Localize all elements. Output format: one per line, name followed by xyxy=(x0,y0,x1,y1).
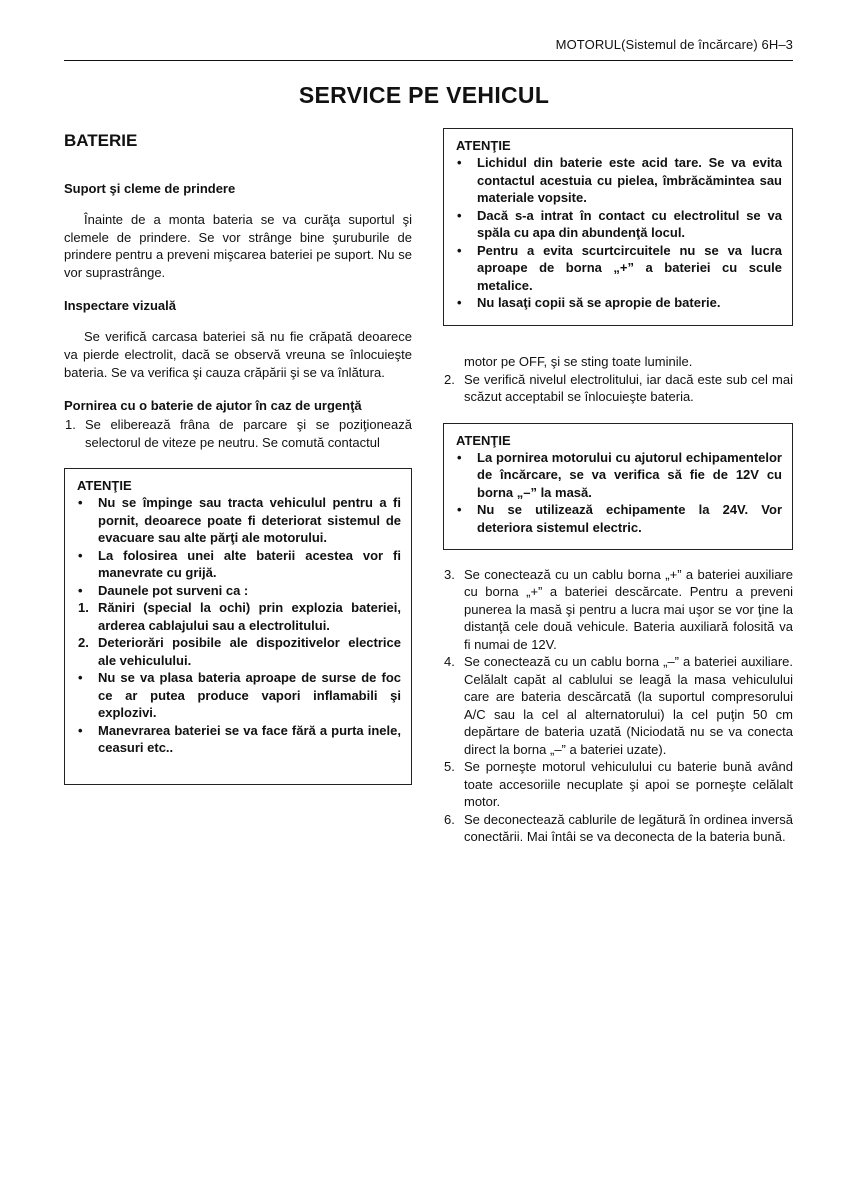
warning-list xyxy=(456,154,782,312)
step-5 xyxy=(443,758,793,811)
number-marker: 2. xyxy=(78,635,89,651)
warning-item xyxy=(456,242,782,295)
warning-item-text: La folosirea unei alte baterii acestea vor fi manevrate cu grijă. xyxy=(98,547,401,581)
step-number: 3. xyxy=(444,566,455,582)
paragraph-inspectare: Se verifică carcasa bateriei să nu fie crăpată deoarece va pierde electrolit, dacă se observă vreuna se înlocuieşte bateria. Se va verifica şi cauza crăpării şi se va înlătura. xyxy=(64,329,412,380)
warning-item-text: Nu se utilizează echipamente la 24V. Vor deteriora sistemul electric. xyxy=(477,502,782,535)
warning-item xyxy=(77,599,401,634)
bullet-marker: • xyxy=(457,155,462,170)
right-column xyxy=(443,128,793,846)
step-3 xyxy=(443,566,793,654)
page-title: SERVICE PE VEHICUL xyxy=(298,82,550,108)
bullet-marker: • xyxy=(78,670,83,686)
warning-item xyxy=(456,207,782,242)
step-text: Se conectează cu un cablu borna „+” a bateriei auxiliare cu borna „+” a bateriei descărcate. Pentru a preveni punerea la masă şi pentru a lucra mai uşor se vor ţine la distanţă cele două vehicule. Bateria auxiliară folosită va fi numai de 12V. xyxy=(464,566,793,652)
warning-item xyxy=(456,449,782,502)
step-1 xyxy=(64,416,412,451)
warning-item-text: Daunele pot surveni ca : xyxy=(98,582,249,598)
warning-item xyxy=(456,294,782,312)
warning-item xyxy=(77,494,401,547)
step-text: Se eliberează frâna de parcare şi se poziţionează selectorul de viteze pe neutru. Se comută contactul xyxy=(85,417,412,450)
warning-box-acid xyxy=(443,128,793,326)
warning-title: ATENŢIE xyxy=(456,432,511,448)
warning-item-text: Nu se va plasa bateria aproape de surse de foc ce ar putea produce vapori inflamabili şi explozivi. xyxy=(98,670,401,721)
bullet-marker: • xyxy=(78,582,83,598)
left-column xyxy=(64,128,412,785)
warning-item-text: Răniri (special la ochi) prin explozia bateriei, arderea cablajului sau a electrolitului. xyxy=(98,600,401,633)
warning-list xyxy=(77,494,401,757)
step-number: 2. xyxy=(444,371,455,387)
step-text: Se verifică nivelul electrolitului, iar dacă este sub cel mai scăzut acceptabil se înlocuieşte bateria. xyxy=(464,371,793,404)
step-6 xyxy=(443,811,793,846)
step-4 xyxy=(443,653,793,758)
warning-title: ATENŢIE xyxy=(456,138,511,153)
bullet-marker: • xyxy=(78,547,83,563)
subheading-inspectare: Inspectare vizuală xyxy=(64,298,176,314)
warning-box-pornire xyxy=(64,468,412,785)
bullet-marker: • xyxy=(457,207,462,223)
warning-title: ATENŢIE xyxy=(77,478,132,494)
step-1-continuation: motor pe OFF, şi se sting toate luminile. xyxy=(464,354,693,369)
step-number: 5. xyxy=(444,759,455,774)
warning-item-text: La pornirea motorului cu ajutorul echipamentelor de încărcare, se va verifica să fie de 12V cu borna „–” la masă. xyxy=(477,449,782,500)
warning-item xyxy=(77,582,401,600)
bullet-marker: • xyxy=(457,295,462,310)
page-header xyxy=(64,36,793,61)
step-number: 1. xyxy=(65,417,76,433)
bullet-marker: • xyxy=(457,449,462,465)
step-text: Se deconectează cablurile de legătură în ordinea inversă conectării. Mai întâi se va deconecta de la bateria bună. xyxy=(464,811,793,844)
warning-item-text: Manevrarea bateriei se va face fără a purta inele, ceasuri etc.. xyxy=(98,722,401,756)
warning-item-text: Deteriorări posibile ale dispozitivelor electrice ale vehiculului. xyxy=(98,635,401,668)
step-number: 4. xyxy=(444,654,455,669)
step-number: 6. xyxy=(444,811,455,827)
steps-list xyxy=(443,566,793,846)
subheading-pornire: Pornirea cu o baterie de ajutor în caz de urgenţă xyxy=(64,398,362,414)
warning-item-text: Dacă s-a intrat în contact cu electrolitul se va spăla cu apa din abundenţă locul. xyxy=(477,207,782,240)
warning-item-text: Pentru a evita scurtcircuitele nu se va lucra aproape de borna „+” a bateriei cu scule metalice. xyxy=(477,242,782,293)
warning-item xyxy=(456,154,782,207)
number-marker: 1. xyxy=(78,600,89,616)
warning-item xyxy=(77,722,401,757)
bullet-marker: • xyxy=(457,502,462,517)
subheading-suport: Suport şi cleme de prindere xyxy=(64,181,236,196)
step-text: Se porneşte motorul vehiculului cu baterie bună având toate accesoriile necuplate şi apoi se porneşte celălalt motor. xyxy=(464,759,793,809)
running-title: MOTORUL(Sistemul de încărcare) 6H–3 xyxy=(555,37,793,52)
warning-item-text: Nu se împinge sau tracta vehiculul pentru a fi pornit, deoarece poate fi deteriorat sistemul de evacuare sau alte părţi ale motorului. xyxy=(98,495,401,546)
bullet-marker: • xyxy=(78,495,83,511)
section-heading-baterie: BATERIE xyxy=(64,131,138,150)
step-2 xyxy=(443,371,793,406)
warning-item xyxy=(77,669,401,722)
warning-item-text: Nu lasaţi copii să se apropie de baterie. xyxy=(477,295,721,310)
warning-item xyxy=(77,634,401,669)
paragraph-suport: Înainte de a monta bateria se va curăţa suportul şi clemele de prindere. Se vor strânge bine şuruburile de prindere pentru a preveni mişcarea bateriei pe suport. Nu se vor suprastrânge. xyxy=(64,212,412,280)
warning-item-text: Lichidul din baterie este acid tare. Se va evita contactul acestuia cu pielea, îmbrăcămintea sau materiale vopsite. xyxy=(477,155,782,205)
warning-item xyxy=(77,547,401,582)
bullet-marker: • xyxy=(78,722,83,738)
step-text: Se conectează cu un cablu borna „–” a bateriei auxiliare. Celălalt capăt al cablului se leagă la masa vehiculului care are bateria descărcată (la suportul compresorului A/C sau la cel al alternatorului) la cel puţin 50 cm depărtare de bateria uzată (Niciodată nu se va conecta direct la borna „–” a bateriei uzate). xyxy=(464,654,793,757)
warning-list xyxy=(456,449,782,537)
bullet-marker: • xyxy=(457,242,462,258)
warning-item xyxy=(456,501,782,536)
warning-box-echipamente xyxy=(443,423,793,550)
